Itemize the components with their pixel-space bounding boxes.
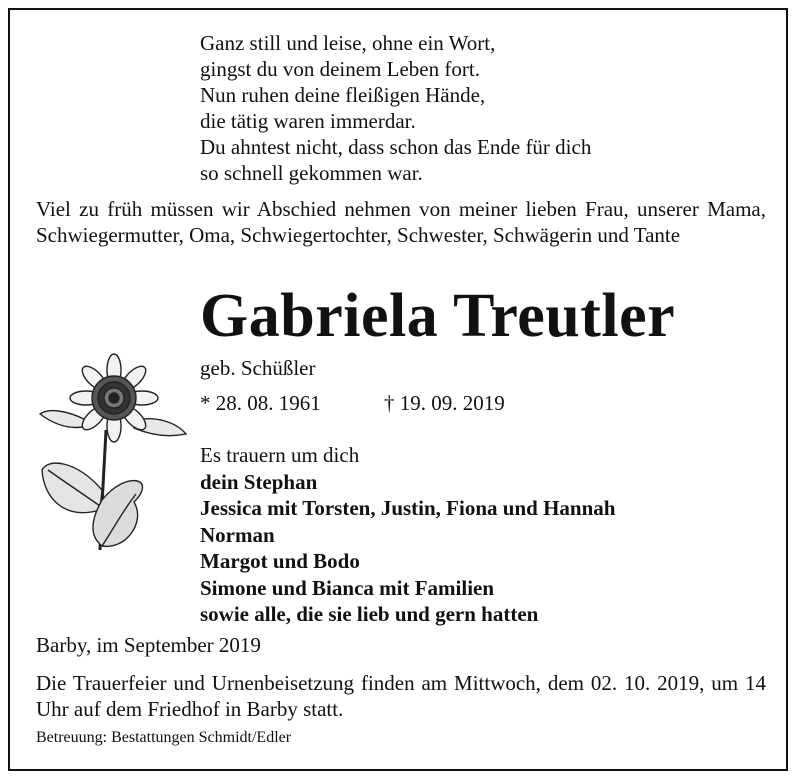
care-notice: Betreuung: Bestattungen Schmidt/Edler: [36, 729, 292, 746]
poem-line: Du ahntest nicht, dass schon das Ende für dich: [200, 135, 592, 159]
poem: [200, 30, 591, 186]
poem-line: so schnell gekommen war.: [200, 161, 423, 185]
mourners-intro: Es trauern um dich: [200, 443, 360, 467]
death-date: † 19. 09. 2019: [384, 391, 505, 415]
mourners-list: [200, 442, 615, 628]
place-date: Barby, im September 2019: [36, 633, 261, 657]
funeral-info: Die Trauerfeier und Urnenbeisetzung finden am Mittwoch, dem 02. 10. 2019, um 14 Uhr auf dem Friedhof in Barby statt.: [36, 671, 766, 721]
maiden-name: geb. Schüßler: [200, 356, 316, 380]
mourner-entry: sowie alle, die sie lieb und gern hatten: [200, 602, 539, 626]
mourner-entry: Margot und Bodo: [200, 549, 360, 573]
poem-line: gingst du von deinem Leben fort.: [200, 57, 480, 81]
sunflower-icon: [36, 350, 192, 555]
mourner-entry: Jessica mit Torsten, Justin, Fiona und Hannah: [200, 496, 616, 520]
intro-text: Viel zu früh müssen wir Abschied nehmen von meiner lieben Frau, unserer Mama, Schwiegermutter, Oma, Schwiegertochter, Schwester, Schwägerin und Tante: [36, 197, 766, 247]
mourner-entry: Simone und Bianca mit Familien: [200, 575, 495, 600]
birth-date: * 28. 08. 1961: [200, 391, 321, 415]
deceased-name: Gabriela Treutler: [200, 282, 676, 350]
mourner-entry: dein Stephan: [200, 469, 318, 494]
mourner-entry: Norman: [200, 522, 275, 547]
poem-line: die tätig waren immerdar.: [200, 109, 416, 133]
poem-line: Ganz still und leise, ohne ein Wort,: [200, 31, 496, 55]
poem-line: Nun ruhen deine fleißigen Hände,: [200, 83, 486, 107]
